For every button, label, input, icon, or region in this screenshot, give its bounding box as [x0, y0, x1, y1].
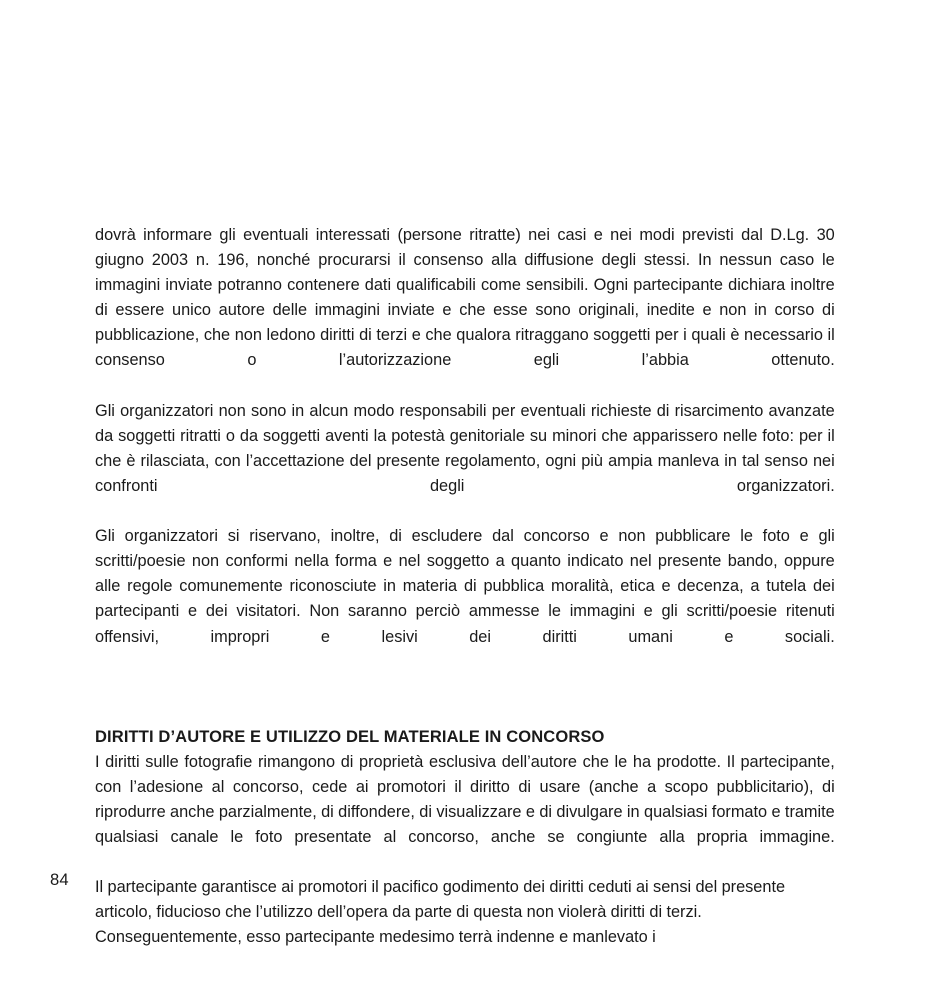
- section-spacer: [95, 674, 846, 724]
- section-paragraph: Il partecipante garantisce ai promotori il pacifico godimento dei diritti ceduti ai sensi del presente articolo, fiducioso che l’utilizzo dell’opera da parte di questa non violerà diritti di terzi. Conseguentemente, esso partecipante medesimo terrà indenne e manlevato i: [95, 877, 786, 947]
- text-column: [95, 222, 846, 975]
- section-heading: DIRITTI D’AUTORE E UTILIZZO DEL MATERIALE IN CONCORSO: [95, 726, 605, 746]
- body-paragraph: Gli organizzatori non sono in alcun modo responsabili per eventuali richieste di risarcimento avanzate da soggetti ritratti o da soggetti aventi la potestà genitoriale su minori che apparissero nelle foto: per il che è rilasciata, con l’accettazione del presente regolamento, ogni più ampia manleva in tal senso nei confronti degli organizzatori.: [95, 400, 835, 495]
- body-paragraph: Gli organizzatori si riservano, inoltre, di escludere dal concorso e non pubblicare le foto e gli scritti/poesie non conformi nella forma e nel soggetto a quanto indicato nel presente bando, oppure alle regole comunemente riconosciute in materia di pubblica moralità, etica e decenza, a tutela dei partecipanti e dei visitatori. Non saranno perciò ammesse le immagini e gli scritti/poesie ritenuti offensivi, impropri e lesivi dei diritti umani e sociali.: [95, 526, 835, 646]
- body-paragraph: dovrà informare gli eventuali interessati (persone ritratte) nei casi e nei modi previsti dal D.Lg. 30 giugno 2003 n. 196, nonché procurarsi il consenso alla diffusione degli stessi. In nessun caso le immagini inviate potranno contenere dati qualificabili come sensibili. Ogni partecipante dichiara inoltre di essere unico autore delle immagini inviate e che esse sono originali, inedite e non in corso di pubblicazione, che non ledono diritti di terzi e che qualora ritraggano soggetti per i quali è necessario il consenso o l’autorizzazione egli l’abbia ottenuto.: [95, 225, 835, 370]
- page-number: 84: [50, 870, 69, 889]
- section-paragraph: I diritti sulle fotografie rimangono di proprietà esclusiva dell’autore che le ha prodotte. Il partecipante, con l’adesione al concorso, cede ai promotori il diritto di usare (anche a scopo pubblicitario), di riprodurre anche parzialmente, di diffondere, di visualizzare e di divulgare in qualsiasi formato e tramite qualsiasi canale le foto presentate al concorso, anche se congiunte alla propria immagine.: [95, 751, 835, 847]
